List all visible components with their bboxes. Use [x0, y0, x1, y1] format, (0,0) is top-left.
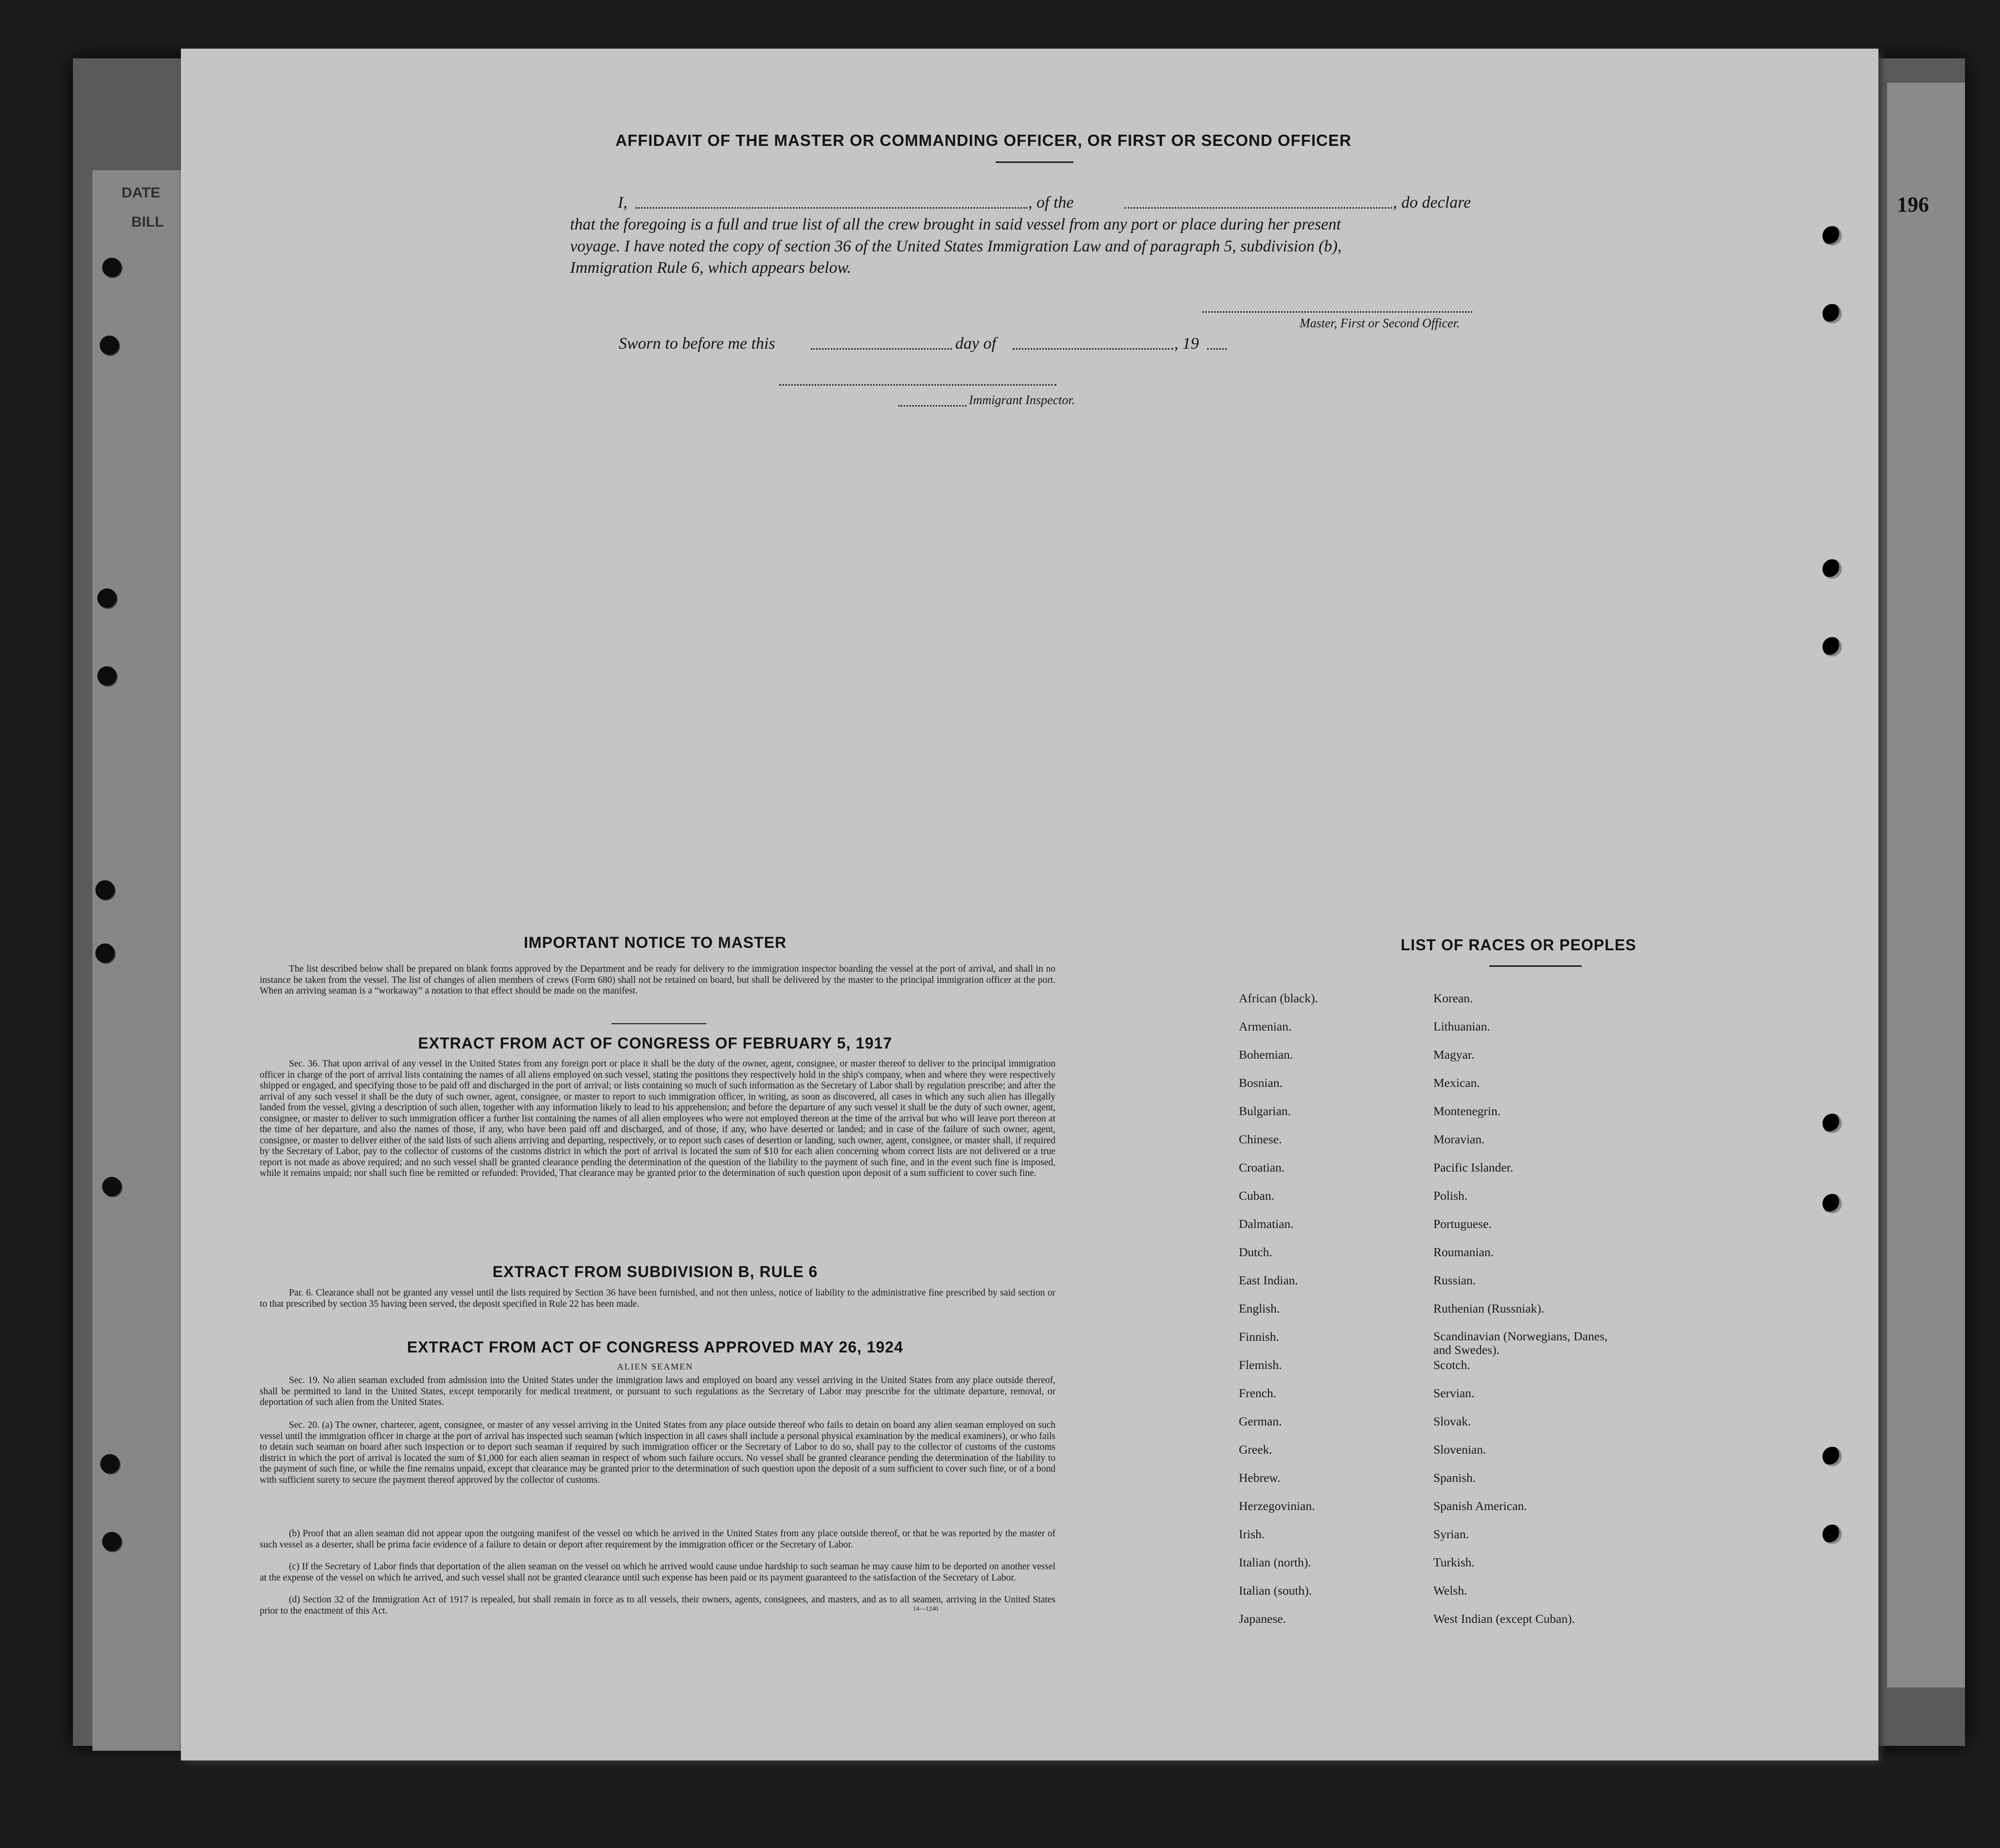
punch-hole — [1822, 1194, 1842, 1213]
race-item: Herzegovinian. — [1239, 1499, 1315, 1513]
race-item: Scandinavian (Norwegians, Danes, and Swedes). — [1433, 1329, 1608, 1357]
race-item: Greek. — [1239, 1442, 1272, 1457]
sworn-day: day of — [955, 335, 997, 353]
races-right-column — [1433, 991, 1608, 1640]
punch-hole — [1822, 1447, 1842, 1466]
sheet-number: 196 — [1897, 193, 1929, 216]
affidavit-line1-end: , do declare — [1393, 194, 1471, 212]
race-item: Syrian. — [1433, 1527, 1469, 1541]
race-item: Turkish. — [1433, 1555, 1475, 1569]
affidavit-line3: voyage. I have noted the copy of section 36 of the United States Immigration Law and of paragraph 5, subdivision (b), — [570, 237, 1342, 255]
binder-hole — [95, 943, 115, 963]
vessel-blank — [1125, 207, 1392, 209]
race-item: Scotch. — [1433, 1358, 1470, 1372]
binder-hole — [100, 336, 119, 355]
race-item: Bosnian. — [1239, 1076, 1283, 1090]
affidavit-line4: Immigration Rule 6, which appears below. — [570, 259, 852, 277]
race-item: Croatian. — [1239, 1160, 1285, 1174]
race-item: Lithuanian. — [1433, 1019, 1490, 1033]
affidavit-line1-start: I, — [618, 194, 627, 212]
month-blank — [1013, 348, 1173, 350]
notice-body: The list described below shall be prepared on blank forms approved by the Department and be ready for delivery to the immigration inspector boarding the vessel at the port of arrival, and shall in no instance be taken from the vessel. The list of changes of alien members of crews (Form 680) shall not be retained on board, but shall be delivered by the master to the principal immigration officer at the port. When an arriving seaman is a “workaway” a notation to that effect should be made on the manifest. — [260, 964, 1055, 996]
races-left-column — [1239, 991, 1318, 1640]
extract1-title: EXTRACT FROM ACT OF CONGRESS OF FEBRUARY 5, 1917 — [418, 1034, 893, 1052]
extract3-sec20b: (b) Proof that an alien seaman did not appear upon the outgoing manifest of the vessel on which he arrived in the United States from any place outside thereof, or that he was reported by the master of such vessel as a deserter, shall be prima facie evidence of a failure to detain or deport after requirement by the immigration officer or the Secretary of Labor. — [260, 1528, 1055, 1550]
punch-hole — [1822, 226, 1842, 246]
race-item: Spanish. — [1433, 1471, 1476, 1485]
document-page — [181, 49, 1878, 1760]
race-item: Roumanian. — [1433, 1245, 1494, 1259]
extract3-subtitle: ALIEN SEAMEN — [617, 1362, 694, 1371]
punch-hole — [1822, 1114, 1842, 1133]
race-item: Italian (north). — [1239, 1555, 1311, 1569]
race-item: Ruthenian (Russniak). — [1433, 1301, 1545, 1315]
race-item: Polish. — [1433, 1189, 1468, 1203]
race-item: West Indian (except Cuban). — [1433, 1612, 1575, 1626]
race-item: Cuban. — [1239, 1189, 1274, 1203]
binder-hole — [102, 1177, 122, 1196]
race-item: Slovenian. — [1433, 1442, 1486, 1457]
binder-hole — [97, 588, 117, 608]
race-item: Servian. — [1433, 1386, 1475, 1400]
master-signature-label: Master, First or Second Officer. — [1300, 316, 1460, 330]
day-blank — [811, 348, 952, 350]
race-item: Korean. — [1433, 991, 1473, 1005]
race-item: Welsh. — [1433, 1583, 1467, 1598]
race-item: Flemish. — [1239, 1358, 1282, 1372]
name-blank — [636, 207, 1027, 209]
inspector-signature-blank — [779, 384, 1056, 386]
race-item: Irish. — [1239, 1527, 1265, 1541]
race-item: Dutch. — [1239, 1245, 1272, 1259]
race-item: Montenegrin. — [1433, 1104, 1501, 1118]
sworn-year: , 19 — [1174, 335, 1199, 353]
extract3-title: EXTRACT FROM ACT OF CONGRESS APPROVED MAY 26, 1924 — [407, 1338, 904, 1356]
binder-hole — [102, 1532, 122, 1551]
race-item: Bulgarian. — [1239, 1104, 1291, 1118]
punch-hole — [1822, 637, 1842, 657]
binder-hole — [97, 666, 117, 686]
race-item: Portuguese. — [1433, 1217, 1492, 1231]
races-title: LIST OF RACES OR PEOPLES — [1400, 936, 1637, 954]
affidavit-line2: that the foregoing is a full and true list of all the crew brought in said vessel from any port or place during her present — [570, 215, 1341, 233]
race-item: Slovak. — [1433, 1414, 1471, 1428]
race-item: Chinese. — [1239, 1132, 1282, 1146]
binder-edge — [1887, 83, 1965, 1688]
race-item: Hebrew. — [1239, 1471, 1281, 1485]
race-item: Bohemian. — [1239, 1048, 1293, 1062]
race-item: English. — [1239, 1301, 1280, 1315]
race-item: Moravian. — [1433, 1132, 1485, 1146]
inspector-label: Immigrant Inspector. — [969, 393, 1075, 407]
race-item: Magyar. — [1433, 1048, 1475, 1062]
race-item: German. — [1239, 1414, 1282, 1428]
master-signature-blank — [1202, 311, 1472, 313]
race-item: East Indian. — [1239, 1273, 1298, 1287]
extract1-body: Sec. 36. That upon arrival of any vessel in the United States from any foreign port or place it shall be the duty of the owner, agent, consignee, or master thereof to deliver to the principal immigration officer in charge of the port of arrival lists containing the names of all aliens employed on such vessel, stating the positions they respectively hold in the ship's company, when and where they were respectively shipped or engaged, and specifying those to be paid off and discharged in the port of arrival; or lists containing so much of such information as the Secretary of Labor shall by regulation prescribe; and after the arrival of any such vessel it shall be the duty of such owner, agent, consignee, or master to report to such immigration officer, in writing, as soon as discovered, all cases in which any such alien has illegally landed from the vessel, giving a description of such alien, together with any information likely to lead to his apprehension; and before the departure of any such vessel it shall be the duty of such owner, agent, consignee, or master to deliver to such immigration officer a further list containing the names of all alien employees who were not employed thereon at the time of the arrival but who will leave port thereon at the time of her departure, and also the names of those, if any, who have been paid off and discharged, and of those, if any, who have deserted or landed; and in case of the failure of such owner, agent, consignee, or master to deliver either of the said lists of such aliens arriving and departing, respectively, or to report such cases of desertion or landing, such owner, agent, consignee, or master shall, if required by the Secretary of Labor, pay to the collector of customs of the customs district in which the port of arrival is located the sum of $10 for each alien concerning whom correct lists are not delivered or a true report is not made as above required; and no such vessel shall be granted clearance pending the determination of the question of the liability to the payment of such fine, and in the event such fine is imposed, while it remains unpaid; nor shall such fine be remitted or refunded: Provided, That clearance may be granted prior to the determination of such question upon deposit of a sum sufficient to cover such fine. — [260, 1059, 1055, 1178]
extract3-sec20d: (d) Section 32 of the Immigration Act of 1917 is repealed, but shall remain in force as to all vessels, their owners, agents, consignees, and masters, and as to all seamen, arriving in the United States prior to the enactment of this Act. — [260, 1595, 1055, 1616]
year-blank — [1207, 348, 1227, 350]
divider — [611, 1023, 706, 1024]
binder-hole — [102, 258, 122, 277]
race-item: Italian (south). — [1239, 1583, 1312, 1598]
race-item: Dalmatian. — [1239, 1217, 1294, 1231]
title-underline — [996, 161, 1073, 163]
binder-hole — [95, 880, 115, 900]
under-sheet-text: DATE — [122, 185, 161, 201]
sworn-start: Sworn to before me this — [619, 335, 775, 353]
race-item: Spanish American. — [1433, 1499, 1527, 1513]
binder-hole — [100, 1454, 120, 1474]
race-item: Pacific Islander. — [1433, 1160, 1514, 1174]
punch-hole — [1822, 304, 1842, 323]
race-item: Mexican. — [1433, 1076, 1480, 1090]
punch-hole — [1822, 1525, 1842, 1544]
affidavit-line1-mid: , of the — [1028, 194, 1074, 212]
races-underline — [1489, 965, 1582, 967]
inspector-dots — [898, 405, 966, 407]
extract3-sec20a: Sec. 20. (a) The owner, charterer, agent, consignee, or master of any vessel arriving in the United States from any place outside thereof who fails to detain on board any alien seaman employed on such vessel until the immigration officer in charge at the port of arrival has inspected such seaman (which inspection in all cases shall include a personal physical examination by the medical examiners), or who fails to detain such seaman on board after such inspection or to deport such seaman if required by such immigration officer or the Secretary of Labor to do so, shall pay to the collector of customs of the customs district in which the port of arrival is located the sum of $1,000 for each alien seaman in respect of whom such failure occurs. No vessel shall be granted clearance pending the determination of the liability to the payment of such fine, or while the fine remains unpaid, except that clearance may be granted prior to the determination of such question upon the deposit of a sum sufficient to cover such fine, or of a bond with sufficient surety to secure the payment thereof approved by the collector of customs. — [260, 1420, 1055, 1485]
punch-hole — [1822, 559, 1842, 579]
race-item: French. — [1239, 1386, 1277, 1400]
form-number: 14—1240 — [913, 1605, 938, 1612]
extract2-body: Par. 6. Clearance shall not be granted any vessel until the lists required by Section 36 have been furnished, and not then unless, notice of liability to the administrative fine prescribed by said section or to that prescribed by section 35 having been served, the deposit specified in Rule 22 has been made. — [260, 1288, 1055, 1309]
extract3-sec19: Sec. 19. No alien seaman excluded from admission into the United States under the immigration laws and employed on board any vessel arriving in the United States from any place outside thereof, shall be permitted to land in the United States, except temporarily for medical treatment, or pursuant to such regulations as the Secretary of Labor may prescribe for the ultimate departure, removal, or deportation of such alien from the United States. — [260, 1375, 1055, 1407]
race-item: Japanese. — [1239, 1612, 1286, 1626]
race-item: Armenian. — [1239, 1019, 1292, 1033]
race-item: Russian. — [1433, 1273, 1476, 1287]
affidavit-title: AFFIDAVIT OF THE MASTER OR COMMANDING OFFICER, OR FIRST OR SECOND OFFICER — [615, 131, 1352, 149]
race-item: Finnish. — [1239, 1330, 1279, 1344]
under-sheet-text: BILL — [131, 214, 164, 230]
race-item: African (black). — [1239, 991, 1318, 1005]
extract3-sec20c: (c) If the Secretary of Labor finds that deportation of the alien seaman on the vessel on which he arrived would cause undue hardship to such seaman he may cause him to be deported on another vessel at the expense of the vessel on which he arrived, and such vessel shall not be granted clearance until such expense has been paid or its payment guaranteed to the satisfaction of the Secretary of Labor. — [260, 1562, 1055, 1583]
extract2-title: EXTRACT FROM SUBDIVISION B, RULE 6 — [492, 1263, 818, 1280]
notice-title: IMPORTANT NOTICE TO MASTER — [523, 934, 787, 951]
